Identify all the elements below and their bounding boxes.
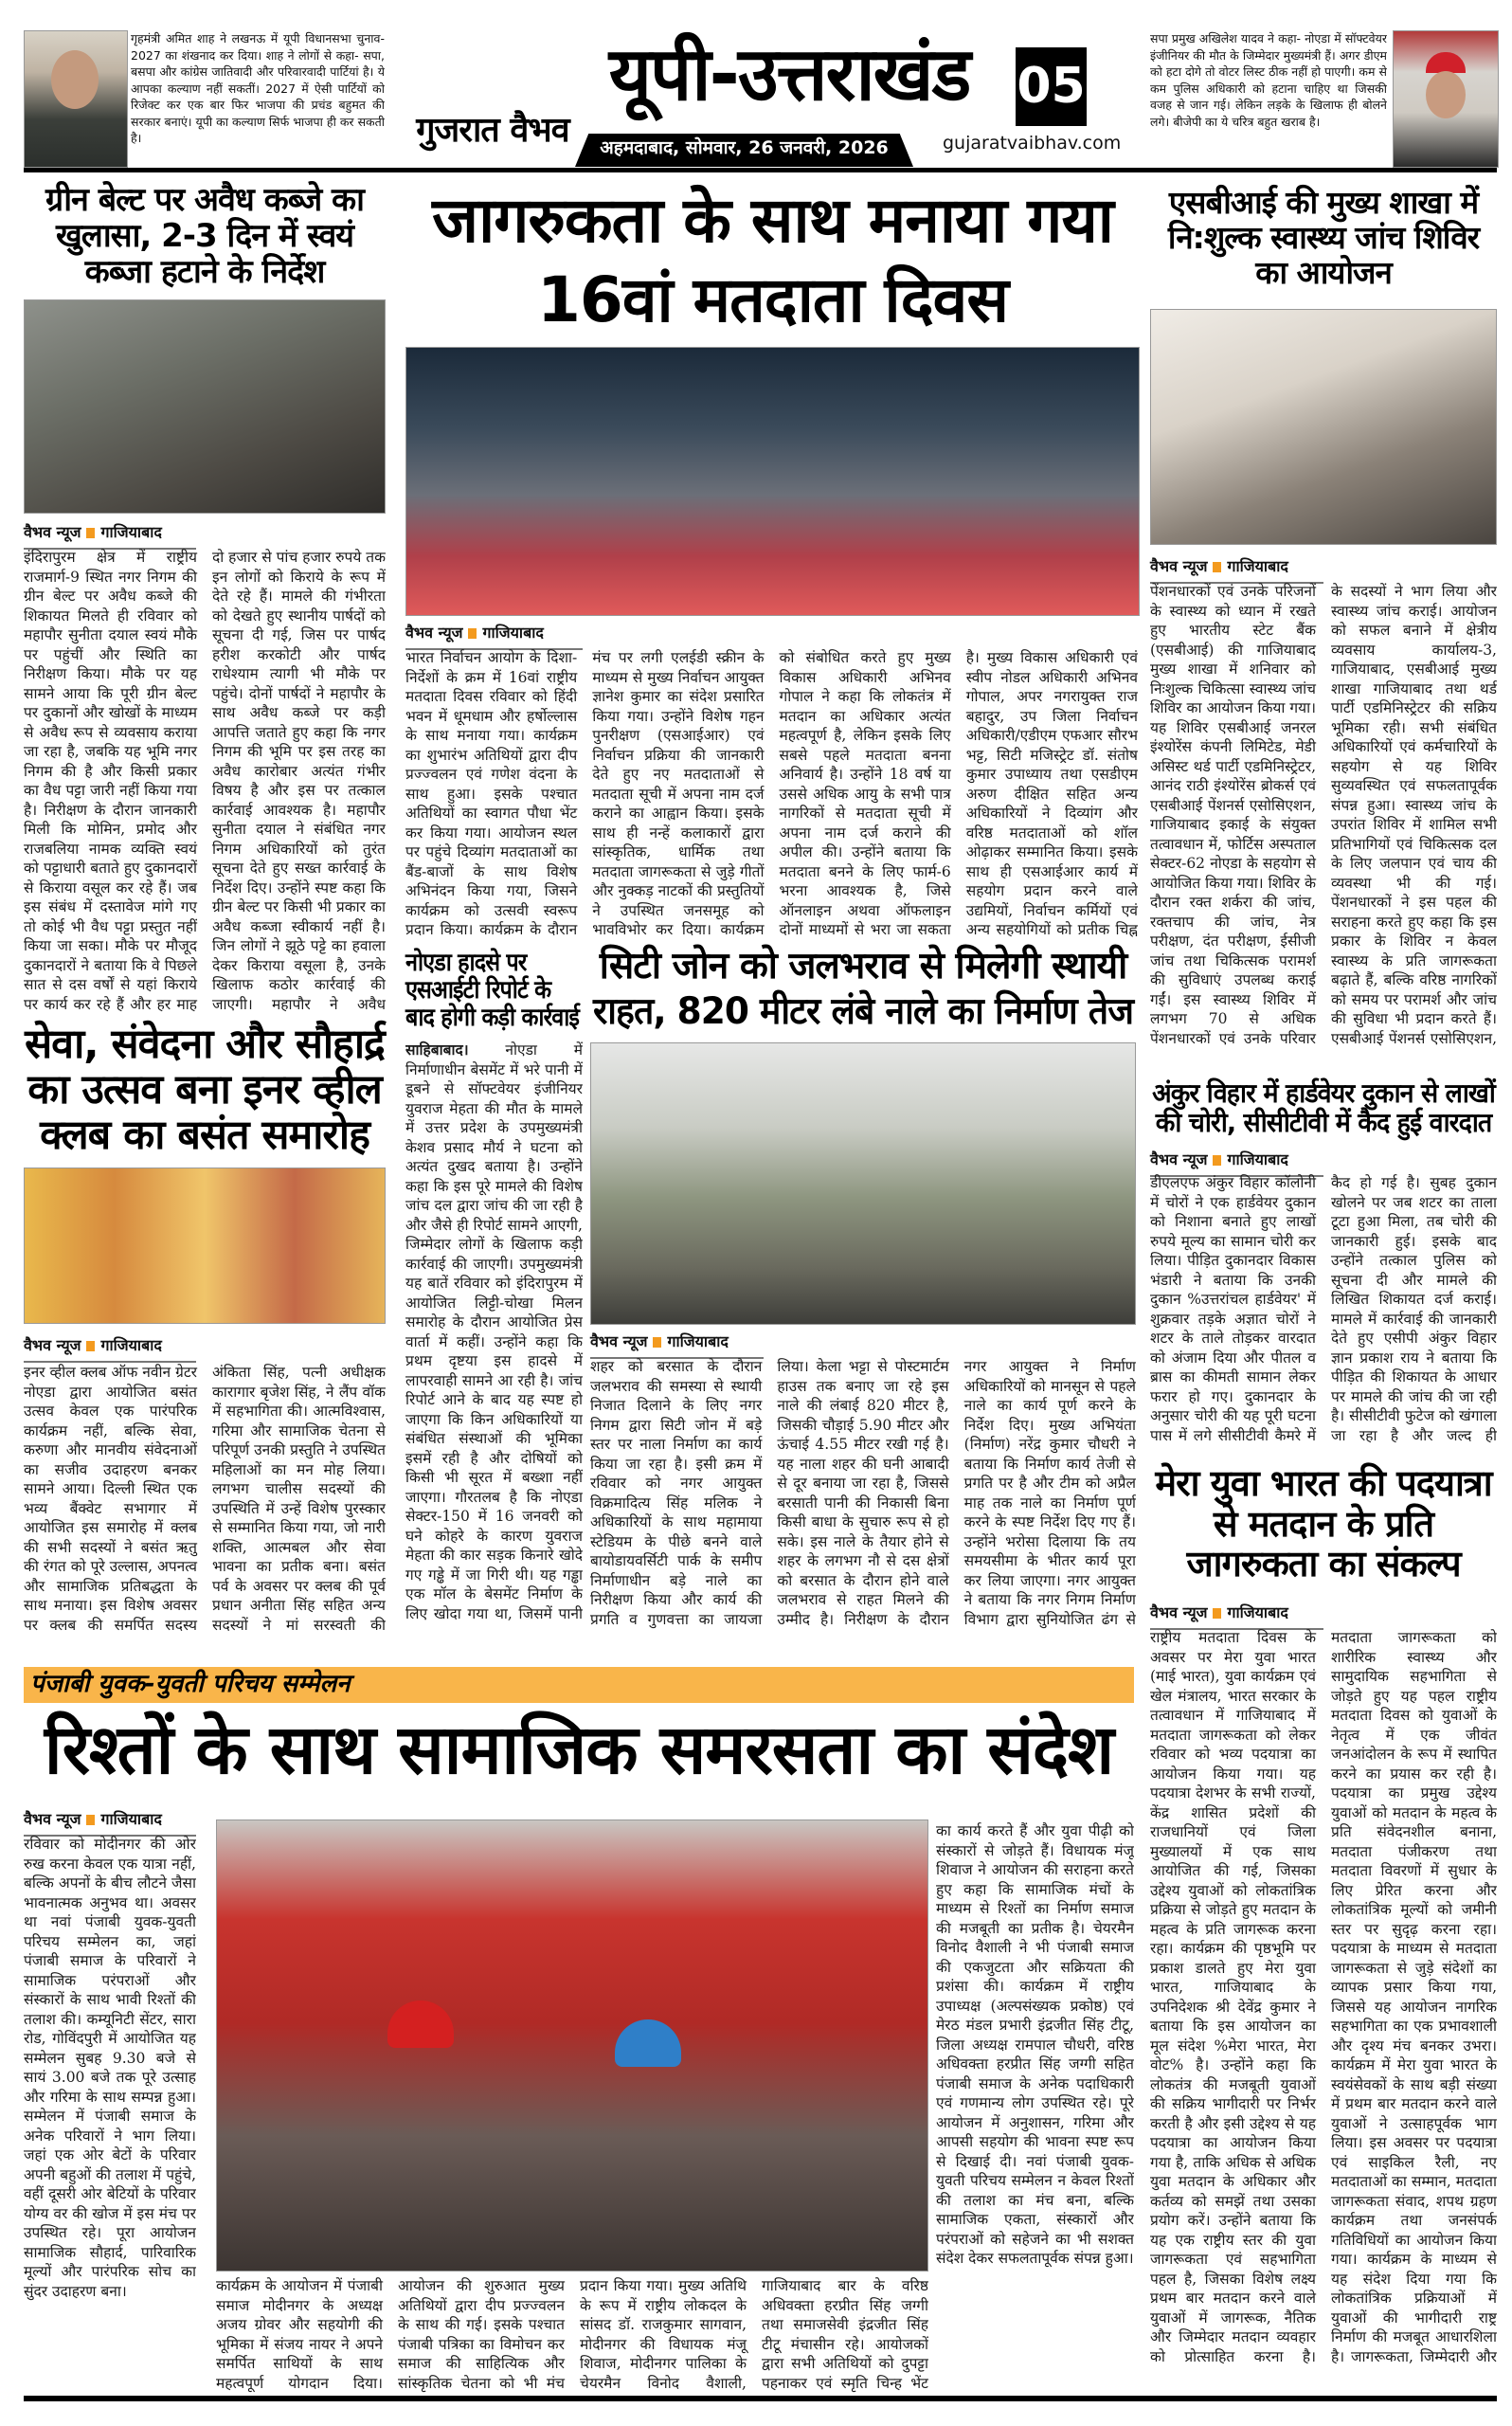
city-zone-photo [590, 1042, 1136, 1325]
right-blurb: सपा प्रमुख अखिलेश यादव ने कहा- नोएडा में सॉफ्टवेयर इंजीनियर की मौत के जिम्मेदार मुख्यमंत्री हैं। अगर डीएम को हटा दोगे तो वोटर लिस्ट ठीक नहीं हो पाएगी। कम से कम पुलिस अधिकारी को हटाना चाहिए था जिसकी वजह से जान गई। लेकिन लड़के के खिलाफ ही बोलने लगे। बीजेपी का ये चरित्र बहुत खराब है। [1150, 31, 1387, 129]
byline-agency: वैभव न्यूज [590, 1332, 648, 1350]
amit-shah-photo [24, 30, 128, 168]
bottom-rule [24, 2396, 1497, 2401]
masthead-rule [24, 168, 1497, 172]
city-zone-headline-1 [590, 946, 1136, 988]
sbi-camp-photo [1150, 309, 1497, 545]
punjabi-kicker [30, 1671, 693, 1699]
date-line [592, 138, 896, 163]
mera-yuva-byline [1150, 1602, 1323, 1630]
punjabi-kicker-text: पंजाबी युवक-युवती परिचय सम्मेलन [30, 1670, 351, 1698]
city-zone-body: शहर को बरसात के दौरान जलभराव की समस्या से स्थायी निजात दिलाने के लिए नगर निगम द्वारा सिटी जोन में बड़े स्तर पर नाला निर्माण का कार्य किया जा रहा है। इसी क्रम में रविवार को नगर आयुक्त विक्रमादित्य सिंह मलिक ने अधिकारियों के साथ महामाया स्टेडियम के पीछे बनने वाले बायोडायवर्सिटी पार्क के समीप निर्माणाधीन बड़े नाले का निरीक्षण किया और कार्य की प्रगति व गुणवत्ता का जायजा लिया। केला भट्टा से पोस्टमार्टम हाउस तक बनाए जा रहे इस नाले की लंबाई 820 मीटर है, जिसकी चौड़ाई 5.90 मीटर और ऊंचाई 4.55 मीटर रखी गई है। यह नाला शहर की घनी आबादी से दूर बनाया जा रहा है, जिससे बरसाती पानी की निकासी बिना किसी बाधा के सुचारु रूप से हो सके। इस नाले के तैयार होने से शहर के लगभग नौ से दस क्षेत्रों को बरसात के दौरान होने वाले जलभराव से राहत मिलने की उम्मीद है। निरीक्षण के दौरान नगर आयुक्त ने निर्माण अधिकारियों को मानसून से पहले नाले का कार्य पूर्ण करने के निर्देश दिए। मुख्य अभियंता (निर्माण) नरेंद्र कुमार चौधरी ने बताया कि निर्माण कार्य तेजी से प्रगति पर है और टीम को अप्रैल माह तक नाले का निर्माण पूर्ण करने के स्पष्ट निर्देश दिए गए हैं। उन्होंने भरोसा दिलाया कि तय समयसीमा के भीतर कार्य पूरा कर लिया जाएगा। नगर आयुक्त ने बताया कि नगर निगम निर्माण विभाग द्वारा सुनियोजित ढंग से [590, 1358, 1136, 1628]
mera-yuva-headline-text: मेरा युवा भारत की पदयात्रा से मतदान के प्रति जागरुकता का संकल्प [1155, 1462, 1492, 1585]
voter-day-headline-2-text: 16वां मतदाता दिवस [537, 263, 1008, 336]
brand-logo-text: गुजरात वैभव [416, 111, 569, 150]
green-belt-body: इंदिरापुरम क्षेत्र में राष्ट्रीय राजमार्ग-9 स्थित नगर निगम की ग्रीन बेल्ट पर अवैध कब्जे की शिकायत मिलते ही रविवार को महापौर सुनीता दयाल स्वयं मौके पर पहुंचीं और स्थिति का निरीक्षण किया। मौके पर यह सामने आया कि पूरी ग्रीन बेल्ट पर दुकानों और खोखों के माध्यम से अवैध रूप से व्यवसाय कराया जा रहा है, जबकि यह भूमि नगर निगम की है और किसी प्रकार का वैध पट्टा जारी नहीं किया गया है। निरीक्षण के दौरान जानकारी मिली कि मोमिन, प्रमोद और राजबलिया नामक व्यक्ति स्वयं को पट्टाधारी बताते हुए दुकानदारों से किराया वसूल कर रहे हैं। जब इस संबंध में दस्तावेज मांगे गए तो कोई भी वैध पट्टा प्रस्तुत नहीं किया जा सका। मौके पर मौजूद दुकानदारों ने बताया कि वे पिछले सात से दस वर्षों से यहां किराये पर कार्य कर रहे हैं और हर माह दो हजार से पांच हजार रुपये तक इन लोगों को किराये के रूप में देते रहे हैं। मामले की गंभीरता को देखते हुए स्थानीय पार्षदों को सूचना दी गई, जिस पर पार्षद हरीश करकोटी और पार्षद राधेश्याम त्यागी भी मौके पर पहुंचे। दोनों पार्षदों ने महापौर के साथ अवैध कब्जे पर कड़ी आपत्ति जताते हुए कहा कि नगर निगम की भूमि पर इस तरह का अवैध कारोबार अत्यंत गंभीर विषय है और इस पर तत्काल कार्रवाई आवश्यक है। महापौर सुनीता दयाल ने संबंधित नगर निगम अधिकारियों को तुरंत सूचना देते हुए सख्त कार्रवाई के निर्देश दिए। उन्होंने स्पष्ट कहा कि ग्रीन बेल्ट पर किसी भी प्रकार का अवैध कब्जा स्वीकार्य नहीं है। जिन लोगों ने झूठे पट्टे का हवाला देकर किराया वसूला है, उनके खिलाफ कठोर कार्रवाई की जाएगी। महापौर ने अवैध [24, 549, 386, 1013]
noida-sit-body [405, 1041, 583, 1623]
inner-wheel-photo [24, 1168, 386, 1324]
green-belt-headline-text: ग्रीन बेल्ट पर अवैध कब्जे का खुलासा, 2-3 दिन में स्वयं कब्जा हटाने के निर्देश [45, 181, 364, 292]
section-title [585, 32, 993, 123]
green-belt-photo [24, 299, 386, 514]
voter-day-headline-1-text: जागरुकता के साथ मनाया गया [432, 184, 1113, 257]
punjabi-byline [24, 1808, 196, 1837]
punjabi-headline-text: रिश्तों के साथ सामाजिक समरसता का संदेश [44, 1710, 1114, 1789]
punjabi-body-bottom: कार्यक्रम के आयोजन में पंजाबी समाज मोदीनगर के अध्यक्ष अजय ग्रोवर और सहयोगी की भूमिका में संजय नायर ने अपने समर्पित साथियों के साथ महत्वपूर्ण योगदान दिया। आयोजन की शुरुआत मुख्य अतिथियों द्वारा दीप प्रज्ज्वलन के साथ की गई। इसके पश्चात पंजाबी पत्रिका का विमोचन कर समाज की साहित्यिक और सांस्कृतिक चेतना को भी मंच प्रदान किया गया। मुख्य अतिथि के रूप में राष्ट्रीय लोकदल के सांसद डॉ. राजकुमार सागवान, मोदीनगर की विधायक मंजू शिवाज, मोदीनगर पालिका के चेयरमैन विनोद वैशाली, गाजियाबाद बार के वरिष्ठ अधिवक्ता हरप्रीत सिंह जग्गी तथा समाजसेवी इंद्रजीत सिंह टीटू मंचासीन रहे। आयोजकों द्वारा सभी अतिथियों को दुपट्टा पहनाकर एवं स्मृति चिन्ह भेंट [216, 2277, 928, 2392]
brand-logo [409, 112, 576, 154]
punjabi-body-right: का कार्य करते हैं और युवा पीढ़ी को संस्कारों से जोड़ते हैं। विधायक मंजू शिवाज ने आयोजन की सराहना करते हुए कहा कि सामाजिक मंचों के माध्यम से रिश्तों का निर्माण समाज की मजबूती का प्रतीक है। चेयरमैन विनोद वैशाली ने भी पंजाबी समाज की एकजुटता और सक्रियता की प्रशंसा की। कार्यक्रम में राष्ट्रीय उपाध्यक्ष (अल्पसंख्यक प्रकोष्ठ) एवं मेरठ मंडल प्रभारी इंद्रजीत सिंह टीटू, जिला अध्यक्ष रामपाल चौधरी, वरिष्ठ अधिवक्ता हरप्रीत सिंह जग्गी सहित पंजाबी समाज के अनेक पदाधिकारी एवं गणमान्य लोग उपस्थित रहे। पूरे आयोजन में अनुशासन, गरिमा और आपसी सहयोग की भावना स्पष्ट रूप से दिखाई दी। नवां पंजाबी युवक-युवती परिचय सम्मेलन न केवल रिश्तों की तलाश का मंच बना, बल्कि सामाजिक एकता, संस्कारों और परंपराओं को सहेजने का भी सशक्त संदेश देकर सफलतापूर्वक संपन्न हुआ। [936, 1822, 1134, 2267]
city-zone-headline-2-text: राहत, 820 मीटर लंबे नाले का निर्माण तेज [592, 990, 1134, 1033]
website-url[interactable]: gujaratvaibhav.com [943, 133, 1122, 154]
byline-city: गाजियाबाद [100, 523, 162, 541]
orange-square-icon [86, 528, 95, 538]
voter-day-photo [405, 347, 1140, 616]
orange-square-icon [653, 1337, 661, 1348]
mera-yuva-body: राष्ट्रीय मतदाता दिवस के अवसर पर मेरा युवा भारत (माई भारत), युवा कार्यक्रम एवं खेल मंत्रालय, भारत सरकार के तत्वावधान में गाजियाबाद में मतदाता जागरूकता को लेकर रविवार को भव्य पदयात्रा का आयोजन किया गया। यह पदयात्रा देशभर के सभी राज्यों, केंद्र शासित प्रदेशों की राजधानियों एवं जिला मुख्यालयों में एक साथ आयोजित की गई, जिसका उद्देश्य युवाओं को लोकतांत्रिक प्रक्रिया से जोड़ते हुए मतदान के महत्व के प्रति जागरूक करना रहा। कार्यक्रम की पृष्ठभूमि पर प्रकाश डालते हुए मेरा युवा भारत, गाजियाबाद के उपनिदेशक श्री देवेंद्र कुमार ने बताया कि इस आयोजन का मूल संदेश %मेरा भारत, मेरा वोट% है। उन्होंने कहा कि लोकतंत्र की मजबूती युवाओं की सक्रिय भागीदारी पर निर्भर करती है और इसी उद्देश्य से यह पदयात्रा का आयोजन किया गया है, ताकि अधिक से अधिक युवा मतदान के अधिकार और कर्तव्य को समझें तथा उसका प्रयोग करें। उन्होंने बताया कि यह एक राष्ट्रीय स्तर की युवा जागरूकता एवं सहभागिता पहल है, जिसका विशेष लक्ष्य प्रथम बार मतदान करने वाले युवाओं में जागरूक, नैतिक और जिम्मेदार मतदान व्यवहार को प्रोत्साहित करना है। मतदाता जागरूकता को शारीरिक स्वास्थ्य और सामुदायिक सहभागिता से जोड़ते हुए यह पहल राष्ट्रीय मतदाता दिवस को युवाओं के नेतृत्व में एक जीवंत जनआंदोलन के रूप में स्थापित करने का प्रयास कर रही है। पदयात्रा का प्रमुख उद्देश्य युवाओं को मतदान के महत्व के प्रति संवेदनशील बनाना, मतदाता पंजीकरण तथा मतदाता विवरणों में सुधार के लिए प्रेरित करना और लोकतांत्रिक मूल्यों को जमीनी स्तर पर सुदृढ़ करना रहा। पदयात्रा के माध्यम से मतदाता जागरूकता से जुड़े संदेशों का व्यापक प्रसार किया गया, जिससे यह आयोजन नागरिक सहभागिता का एक प्रभावशाली और दृश्य मंच बनकर उभरा। कार्यक्रम में मेरा युवा भारत के स्वयंसेवकों के साथ बड़ी संख्या में प्रथम बार मतदान करने वाले युवाओं ने उत्साहपूर्वक भाग लिया। इस अवसर पर पदयात्रा एवं साइकिल रैली, नए मतदाताओं का सम्मान, मतदाता जागरूकता संवाद, शपथ ग्रहण कार्यक्रम तथा जनसंपर्क गतिविधियों का आयोजन किया गया। कार्यक्रम के माध्यम से यह संदेश दिया गया कि लोकतांत्रिक प्रक्रियाओं में युवाओं की भागीदारी राष्ट्र निर्माण की मजबूत आधारशिला है। जागरूकता, जिम्मेदारी और [1150, 1629, 1497, 2365]
voter-day-headline-2 [405, 265, 1140, 339]
akhilesh-yadav-photo [1393, 30, 1499, 168]
punjabi-body-left: रविवार को मोदीनगर की ओर रुख करना केवल एक यात्रा नहीं, बल्कि अपनों के बीच लौटने जैसा भावनात्मक अनुभव था। अवसर था नवां पंजाबी युवक-युवती परिचय सम्मेलन का, जहां पंजाबी समाज के परिवारों ने सामाजिक परंपराओं और संस्कारों के साथ भावी रिश्तों की तलाश की। कम्यूनिटी सेंटर, सारा रोड, गोविंदपुरी में आयोजित यह सम्मेलन सुबह 9.30 बजे से सायं 3.00 बजे तक पूरे उत्साह और गरिमा के साथ सम्पन्न हुआ। सम्मेलन में पंजाबी समाज के अनेक परिवारों ने भाग लिया। जहां एक ओर बेटों के परिवार अपनी बहुओं की तलाश में पहुंचे, वहीं दूसरी ओर बेटियों के परिवार योग्य वर की खोज में इस मंच पर उपस्थित रहे। पूरा आयोजन सामाजिक सौहार्द, पारिवारिक मूल्यों और पारंपरिक सोच का सुंदर उदाहरण बना। [24, 1836, 196, 2300]
date-line-text: अहमदाबाद, सोमवार, 26 जनवरी, 2026 [600, 137, 889, 158]
sbi-camp-body: पेंशनधारकों एवं उनके परिजनों के स्वास्थ्य को ध्यान में रखते हुए भारतीय स्टेट बैंक (एसबीआई) की गाजियाबाद मुख्य शाखा में शनिवार को निःशुल्क चिकित्सा स्वास्थ्य जांच शिविर का आयोजन किया गया। यह शिविर एसबीआई जनरल इंश्योरेंस कंपनी लिमिटेड, मेडी असिस्ट थर्ड पार्टी एडमिनिस्ट्रेटर, आनंद राठी इंश्योरेंस ब्रोकर्स एवं एसबीआई पेंशनर्स एसोसिएशन, गाजियाबाद इकाई के संयुक्त तत्वावधान में, फोर्टिस अस्पताल सेक्टर-62 नोएडा के सहयोग से आयोजित किया गया। शिविर के दौरान रक्त शर्करा की जांच, रक्तचाप की जांच, नेत्र परीक्षण, दंत परीक्षण, ईसीजी जांच तथा चिकित्सक परामर्श की सुविधाएं उपलब्ध कराई गईं। इस स्वास्थ्य शिविर में लगभग 70 से अधिक पेंशनधारकों एवं उनके परिवार के सदस्यों ने भाग लिया और स्वास्थ्य जांच कराई। आयोजन को सफल बनाने में क्षेत्रीय व्यवसाय कार्यालय-3, गाजियाबाद, एसबीआई मुख्य शाखा गाजियाबाद तथा थर्ड पार्टी एडमिनिस्ट्रेटर की सक्रिय भूमिका रही। सभी संबंधित अधिकारियों एवं कर्मचारियों के सहयोग से यह शिविर सुव्यवस्थित एवं सफलतापूर्वक संपन्न हुआ। स्वास्थ्य जांच के उपरांत शिविर में शामिल सभी प्रतिभागियों एवं चिकित्सक दल के लिए जलपान एवं चाय की व्यवस्था भी की गई। पेंशनधारकों ने इस पहल की सराहना करते हुए कहा कि इस प्रकार के शिविर न केवल स्वास्थ्य के प्रति जागरूकता बढ़ाते हैं, बल्कि वरिष्ठ नागरिकों को समय पर परामर्श और जांच की सुविधा भी प्रदान करते हैं। एसबीआई पेंशनर्स एसोसिएशन, [1150, 583, 1497, 1047]
ankur-vihar-body: डीएलएफ अंकुर विहार कॉलोनी में चोरों ने एक हार्डवेयर दुकान को निशाना बनाते हुए लाखों रुपये मूल्य का सामान चोरी कर लिया। पीड़ित दुकानदार विकास भंडारी ने बताया कि उनकी दुकान %उत्तरांचल हार्डवेयर' में शुक्रवार तड़के अज्ञात चोरों ने शटर के ताले तोड़कर वारदात को अंजाम दिया और पीतल व ब्रास का कीमती सामान लेकर फरार हो गए। दुकानदार के अनुसार चोरी की यह पूरी घटना पास में लगे सीसीटीवी कैमरे में कैद हो गई है। सुबह दुकान खोलने पर जब शटर का ताला टूटा हुआ मिला, तब चोरी की जानकारी हुई। इसके बाद उन्होंने तत्काल पुलिस को सूचना दी और मामले की लिखित शिकायत दर्ज कराई। मामले में कार्रवाई की जानकारी देते हुए एसीपी अंकुर विहार ज्ञान प्रकाश राय ने बताया कि पीड़ित की शिकायत के आधार पर मामले की जांच की जा रही है। सीसीटीवी फुटेज को खंगाला जा रहा है और जल्द ही [1150, 1174, 1497, 1444]
byline-agency: वैभव न्यूज [24, 523, 81, 541]
sbi-camp-headline-text: एसबीआई की मुख्य शाखा में नि:शुल्क स्वास्थ्य जांच शिविर का आयोजन [1167, 184, 1480, 291]
byline-agency: वैभव न्यूज [1150, 1603, 1208, 1621]
orange-square-icon [86, 1815, 95, 1825]
city-zone-headline-2 [590, 991, 1136, 1034]
byline-city: गाजियाबाद [482, 624, 544, 642]
inner-wheel-body: इनर व्हील क्लब ऑफ नवीन ग्रेटर नोएडा द्वारा आयोजित बसंत उत्सव केवल एक पारंपरिक कार्यक्रम नहीं, बल्कि सेवा, करुणा और मानवीय संवेदनाओं का सजीव उदाहरण बनकर सामने आया। दिल्ली स्थित एक भव्य बैंक्वेट सभागार में आयोजित इस समारोह में क्लब की सभी सदस्यों ने बसंत ऋतु की रंगत को पूरे उल्लास, अपनत्व और सामाजिक प्रतिबद्धता के साथ मनाया। इस विशेष अवसर पर क्लब की समर्पित सदस्य अंकिता सिंह, पत्नी अधीक्षक कारागार बृजेश सिंह, ने लैंप वॉक में सहभागिता की। आत्मविश्वास, गरिमा और सामाजिक चेतना से परिपूर्ण उनकी प्रस्तुति ने उपस्थित महिलाओं का मन मोह लिया। लगभग चालीस सदस्यों की उपस्थिति में उन्हें विशेष पुरस्कार से सम्मानित किया गया, जो नारी शक्ति, आत्मबल और सेवा भावना का प्रतीक बना। बसंत पर्व के अवसर पर क्लब की पूर्व प्रधान अनीता सिंह सहित अन्य सदस्यों ने मां सरस्वती की [24, 1364, 386, 1634]
inner-wheel-headline [24, 1022, 386, 1162]
byline-agency: वैभव न्यूज [24, 1336, 81, 1354]
orange-square-icon [86, 1341, 95, 1351]
page-number: 05 [1016, 47, 1087, 126]
inner-wheel-byline [24, 1334, 196, 1363]
sbi-camp-headline [1150, 186, 1497, 303]
noida-sit-headline-text: नोएडा हादसे पर एसआईटी रिपोर्ट के बाद होगी कड़ी कार्रवाई [405, 949, 580, 1033]
inner-wheel-headline-text: सेवा, संवेदना और सौहार्द्र का उत्सव बना इनर व्हील क्लब का बसंत समारोह [25, 1021, 385, 1160]
green-belt-headline [24, 182, 386, 294]
byline-agency: वैभव न्यूज [405, 624, 463, 642]
byline-agency: वैभव न्यूज [24, 1810, 81, 1828]
ankur-vihar-headline [1150, 1078, 1497, 1143]
byline-city: गाजियाबाद [1227, 1603, 1288, 1621]
punjabi-sammelan-photo [216, 1820, 928, 2272]
orange-square-icon [1213, 562, 1221, 572]
voter-day-headline-1 [405, 186, 1140, 258]
noida-sit-text: नोएडा में निर्माणाधीन बेसमेंट में भरे पानी में डूबने से सॉफ्टवेयर इंजीनियर युवराज मेहता की मौत के मामले में उत्तर प्रदेश के उपमुख्यमंत्री केशव प्रसाद मौर्य ने घटना को अत्यंत दुखद बताया है। उन्होंने कहा कि इस पूरे मामले की विशेष जांच दल द्वारा जांच की जा रही है और जैसे ही रिपोर्ट सामने आएगी, जिम्मेदार लोगों के खिलाफ कड़ी कार्रवाई की जाएगी। उपमुख्यमंत्री यह बातें रविवार को इंदिरापुरम में आयोजित लिट्टी-चोखा मिलन समारोह के दौरान आयोजित प्रेस वार्ता में कहीं। उन्होंने कहा कि प्रथम दृष्टया इस हादसे में लापरवाही सामने आ रही है। जांच रिपोर्ट आने के बाद यह स्पष्ट हो जाएगा कि किन अधिकारियों या संबंधित संस्थाओं की भूमिका इसमें रही है और दोषियों को किसी भी सूरत में बख्शा नहीं जाएगा। गौरतलब है कि नोएडा सेक्टर-150 में 16 जनवरी को घने कोहरे के कारण युवराज मेहता की कार सड़क किनारे खोदे गए गड्ढे में जा गिरी थी। यह गड्ढा एक मॉल के बेसमेंट निर्माण के लिए खोदा गया था, जिसमें पानी [405, 1041, 583, 1622]
byline-city: गाजियाबाद [100, 1810, 162, 1828]
section-title-text: यूपी-उत्तराखंड [608, 32, 970, 118]
byline-agency: वैभव न्यूज [1150, 1150, 1208, 1168]
mera-yuva-headline [1150, 1463, 1497, 1596]
byline-city: गाजियाबाद [667, 1332, 729, 1350]
orange-square-icon [1213, 1608, 1221, 1619]
city-zone-byline [590, 1331, 764, 1359]
left-blurb: गृहमंत्री अमित शाह ने लखनऊ में यूपी विधानसभा चुनाव- 2027 का शंखनाद कर दिया। शाह ने लोगों से कहा- सपा, बसपा और कांग्रेस जातिवादी और परिवारवादी पार्टियां है। ये आपका कल्याण नहीं सकतीं। 2027 में ऐसी पार्टियों को रिजेक्ट कर एक बार फिर भाजपा की प्रचंड बहुमत की सरकार बनाएं। यूपी का कल्याण सिर्फ भाजपा ही कर सकती है। [131, 31, 385, 145]
green-belt-byline [24, 521, 196, 550]
noida-sit-headline [405, 950, 583, 1035]
punjabi-headline [24, 1711, 1134, 1802]
noida-sit-dateline: साहिबाबाद। [405, 1041, 469, 1059]
byline-city: गाजियाबाद [1227, 1150, 1288, 1168]
byline-agency: वैभव न्यूज [1150, 557, 1208, 575]
sbi-camp-byline [1150, 555, 1323, 584]
byline-city: गाजियाबाद [100, 1336, 162, 1354]
byline-city: गाजियाबाद [1227, 557, 1288, 575]
voter-day-body: भारत निर्वाचन आयोग के दिशा-निर्देशों के क्रम में 16वां राष्ट्रीय मतदाता दिवस रविवार को हिंदी भवन में धूमधाम और हर्षोल्लास के साथ मनाया गया। कार्यक्रम का शुभारंभ अतिथियों द्वारा दीप प्रज्ज्वलन एवं गणेश वंदना के साथ हुआ। इसके पश्चात अतिथियों का स्वागत पौधा भेंट कर किया गया। आयोजन स्थल पर पहुंचे दिव्यांग मतदाताओं का बैंड-बाजों के साथ विशेष अभिनंदन किया गया, जिसने कार्यक्रम को उत्सवी स्वरूप प्रदान किया। कार्यक्रम के दौरान मंच पर लगी एलईडी स्क्रीन के माध्यम से मुख्य निर्वाचन आयुक्त ज्ञानेश कुमार का संदेश प्रसारित किया गया। उन्होंने विशेष गहन पुनरीक्षण (एसआईआर) एवं निर्वाचन प्रक्रिया की जानकारी देते हुए नए मतदाताओं से मतदाता सूची में अपना नाम दर्ज कराने का आह्वान किया। इसके साथ ही नन्हें कलाकारों द्वारा सांस्कृतिक, धार्मिक तथा मतदाता जागरूकता से जुड़े गीतों और नुक्कड़ नाटकों की प्रस्तुतियों ने उपस्थित जनसमूह को भावविभोर कर दिया। कार्यक्रम को संबोधित करते हुए मुख्य विकास अधिकारी अभिनव गोपाल ने कहा कि लोकतंत्र में मतदान का अधिकार अत्यंत महत्वपूर्ण है, लेकिन इसके लिए सबसे पहले मतदाता बनना अनिवार्य है। उन्होंने 18 वर्ष या उससे अधिक आयु के सभी पात्र नागरिकों से मतदाता सूची में अपना नाम दर्ज कराने की अपील की। उन्होंने बताया कि मतदाता बनने के लिए फार्म-6 भरना आवश्यक है, जिसे ऑनलाइन अथवा ऑफलाइन दोनों माध्यमों से भरा जा सकता है। मुख्य विकास अधिकारी एवं स्वीप नोडल अधिकारी अभिनव गोपाल, अपर नगरायुक्त राज बहादुर, उप जिला निर्वाचन अधिकारी/एडीएम एफआर सौरभ भट्ट, सिटी मजिस्ट्रेट डॉ. संतोष कुमार उपाध्याय तथा एसडीएम अरुण दीक्षित सहित अन्य अधिकारियों ने दिव्यांग और वरिष्ठ मतदाताओं को शॉल ओढ़ाकर सम्मानित किया। इसके साथ ही एसआईआर कार्य में सहयोग प्रदान करने वाले उद्यमियों, निर्वाचन कर्मियों एवं अन्य सहयोगियों को प्रतीक चिह्न [405, 649, 1138, 938]
city-zone-headline-1-text: सिटी जोन को जलभराव से मिलेगी स्थायी [599, 945, 1127, 987]
orange-square-icon [1213, 1155, 1221, 1166]
ankur-vihar-headline-text: अंकुर विहार में हार्डवेयर दुकान से लाखों की चोरी, सीसीटीवी में कैद हुई वारदात [1152, 1077, 1495, 1139]
orange-square-icon [468, 628, 477, 639]
voter-day-byline [405, 622, 583, 650]
